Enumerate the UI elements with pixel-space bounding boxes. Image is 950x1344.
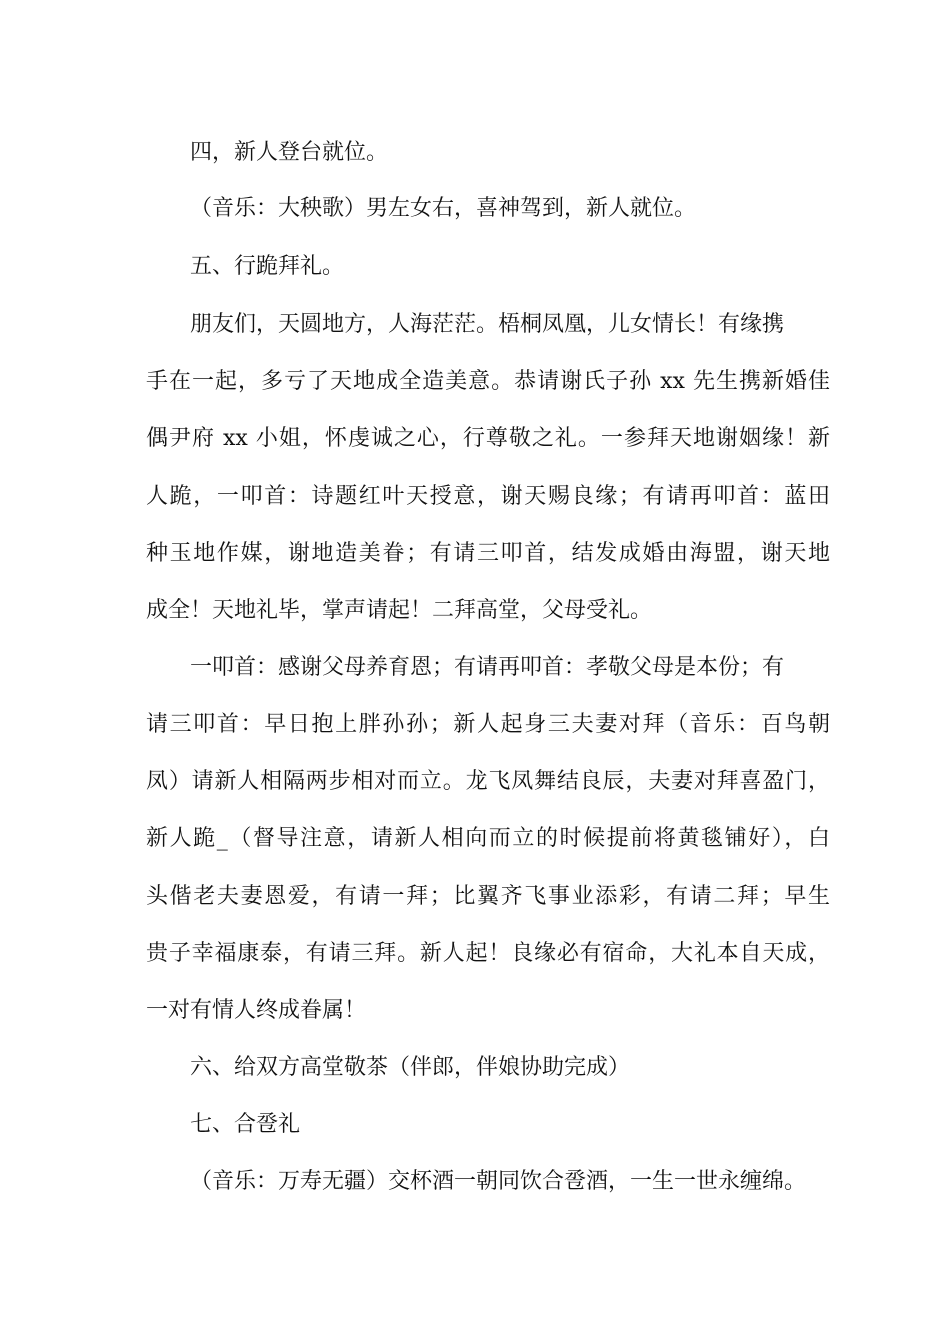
paragraph-line: 手在一起，多亏了天地成全造美意。恭请谢氏子孙 xx 先生携新婚佳 (146, 369, 830, 394)
paragraph-line: 种玉地作媒，谢地造美眷；有请三叩首，结发成婚由海盟，谢天地 (146, 541, 830, 566)
paragraph-line: 一叩首：感谢父母养育恩；有请再叩首：孝敬父母是本份；有 (190, 655, 785, 680)
paragraph-line: 凤）请新人相隔两步相对而立。龙飞凤舞结良辰，夫妻对拜喜盈门， (146, 769, 830, 794)
heading-step-6: 六、给双方高堂敬茶（伴郎，伴娘协助完成） (190, 1055, 631, 1080)
paragraph-line: 头偕老夫妻恩爱，有请一拜；比翼齐飞事业添彩，有请二拜；早生 (146, 884, 830, 909)
heading-step-7: 七、合卺礼 (190, 1112, 301, 1137)
paragraph-line: 朋友们，天圆地方，人海茫茫。梧桐凤凰，儿女情长！有缘携 (190, 312, 785, 337)
paragraph-line: （音乐：万寿无疆）交杯酒一朝同饮合卺酒，一生一世永缠绵。 (190, 1169, 807, 1194)
paragraph-line: 请三叩首：早日抱上胖孙孙；新人起身三夫妻对拜（音乐：百鸟朝 (146, 712, 830, 737)
paragraph-line: 成全！天地礼毕，掌声请起！二拜高堂，父母受礼。 (146, 598, 653, 623)
paragraph-line: 一对有情人终成眷属！ (146, 998, 367, 1023)
paragraph-line: 人跪，一叩首：诗题红叶天授意，谢天赐良缘；有请再叩首：蓝田 (146, 484, 830, 509)
heading-step-4: 四，新人登台就位。 (190, 140, 389, 165)
paragraph-line: 偶尹府 xx 小姐，怀虔诚之心，行尊敬之礼。一参拜天地谢姻缘！新 (146, 426, 830, 451)
paragraph-line: 新人跪_（督导注意，请新人相向而立的时候提前将黄毯铺好），白 (146, 826, 830, 851)
paragraph-line: 贵子幸福康泰，有请三拜。新人起！良缘必有宿命，大礼本自天成， (146, 941, 830, 966)
paragraph-line: （音乐：大秧歌）男左女右，喜神驾到，新人就位。 (190, 196, 697, 221)
heading-step-5: 五、行跪拜礼。 (190, 254, 345, 279)
